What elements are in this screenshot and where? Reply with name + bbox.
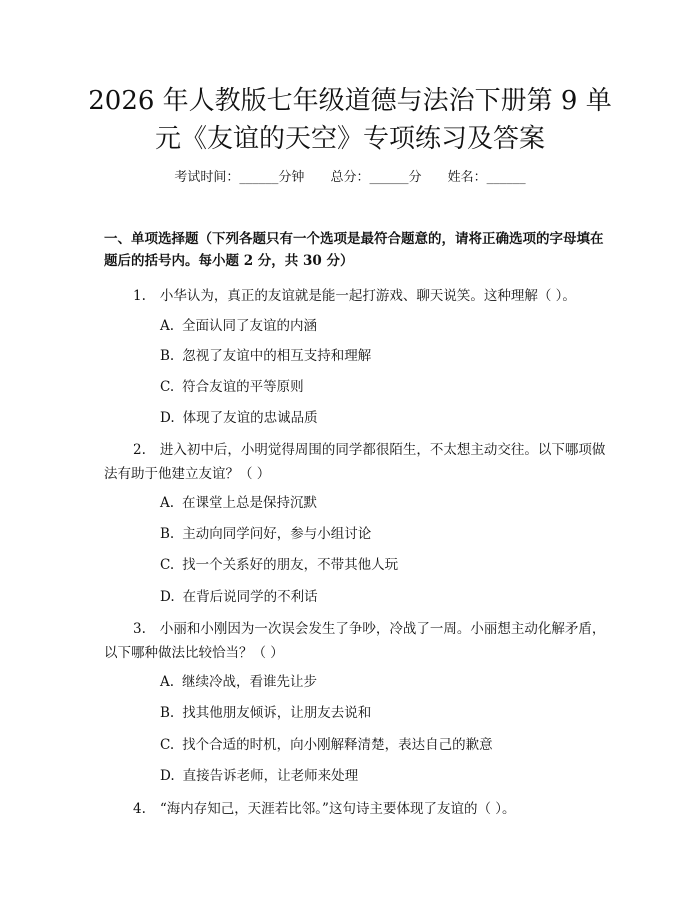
question-number: 1. <box>133 288 146 304</box>
option-2a <box>160 493 600 513</box>
option-text: 全面认同了友谊的内涵 <box>182 318 318 334</box>
option-text: 主动向同学问好，参与小组讨论 <box>182 526 372 542</box>
question-2 <box>104 438 609 486</box>
exam-time: 考试时间：______分钟 <box>174 170 305 185</box>
option-1d <box>160 408 600 428</box>
section-heading: 一、单项选择题（下列各题只有一个选项是最符合题意的，请将正确选项的字母填在题后的括号内。每小题 2 分，共 30 分） <box>104 231 604 269</box>
option-text: 符合友谊的平等原则 <box>182 379 304 395</box>
option-2c <box>160 555 600 575</box>
option-letter: B. <box>160 348 175 364</box>
question-4 <box>104 797 609 821</box>
option-letter: C. <box>160 737 175 753</box>
option-3c <box>160 735 600 755</box>
student-name: 姓名：______ <box>447 170 526 185</box>
question-1 <box>104 284 609 308</box>
option-text: 体现了友谊的忠诚品质 <box>182 410 318 426</box>
option-3b <box>160 703 600 723</box>
exam-meta <box>0 168 700 188</box>
option-text: 找个合适的时机，向小刚解释清楚，表达自己的歉意 <box>182 737 493 753</box>
question-number: 4. <box>133 801 146 817</box>
option-text: 继续冷战，看谁先让步 <box>182 674 318 690</box>
option-letter: A. <box>160 495 175 511</box>
option-1c <box>160 377 600 397</box>
option-2b <box>160 524 600 544</box>
question-number: 2. <box>133 442 146 458</box>
option-text: 在背后说同学的不利话 <box>182 589 318 605</box>
option-letter: B. <box>160 526 175 542</box>
question-number: 3. <box>133 621 146 637</box>
option-3d <box>160 766 600 786</box>
option-text: 直接告诉老师，让老师来处理 <box>182 768 359 784</box>
question-text: 小丽和小刚因为一次误会发生了争吵，冷战了一周。小丽想主动化解矛盾，以下哪种做法比较恰当？（ ） <box>104 621 606 661</box>
title-line-1: 2026 年人教版七年级道德与法治下册第 9 单 <box>88 86 612 116</box>
question-text: “海内存知己，天涯若比邻。”这句诗主要体现了友谊的（ ）。 <box>159 801 516 817</box>
option-letter: A. <box>160 674 175 690</box>
question-text: 进入初中后，小明觉得周围的同学都很陌生，不太想主动交往。以下哪项做法有助于他建立友谊？（ ） <box>104 442 606 482</box>
option-2d <box>160 587 600 607</box>
option-letter: D. <box>160 410 175 426</box>
total-score: 总分：______分 <box>330 170 422 185</box>
option-letter: D. <box>160 589 175 605</box>
option-text: 找其他朋友倾诉，让朋友去说和 <box>182 705 372 721</box>
option-letter: C. <box>160 379 175 395</box>
option-3a <box>160 672 600 692</box>
option-1b <box>160 346 600 366</box>
question-text: 小华认为，真正的友谊就是能一起打游戏、聊天说笑。这种理解（ ）。 <box>159 288 576 304</box>
title-line-2: 元《友谊的天空》专项练习及答案 <box>154 124 545 154</box>
option-letter: A. <box>160 318 175 334</box>
option-letter: C. <box>160 557 175 573</box>
question-3 <box>104 617 609 665</box>
option-text: 找一个关系好的朋友，不带其他人玩 <box>182 557 399 573</box>
option-text: 忽视了友谊中的相互支持和理解 <box>182 348 372 364</box>
option-letter: B. <box>160 705 175 721</box>
option-letter: D. <box>160 768 175 784</box>
option-text: 在课堂上总是保持沉默 <box>182 495 318 511</box>
document-title <box>0 82 700 158</box>
option-1a <box>160 316 600 336</box>
